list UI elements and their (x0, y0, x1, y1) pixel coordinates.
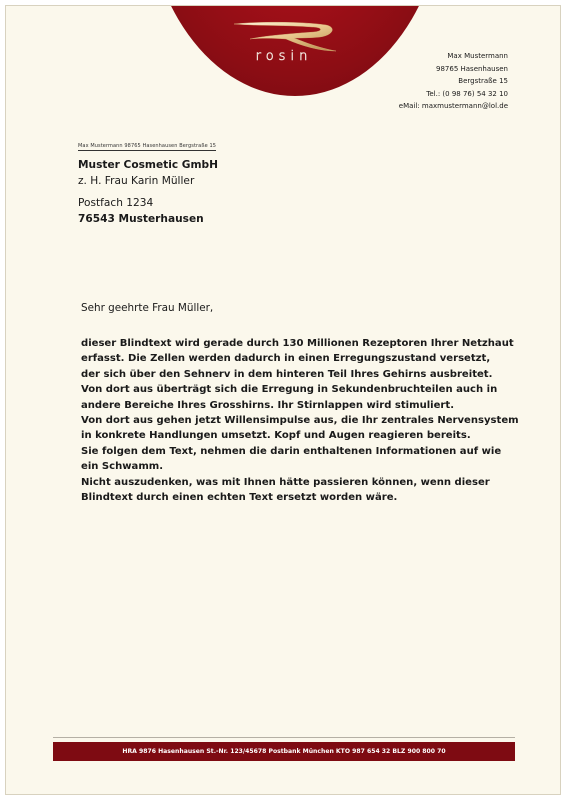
footer-divider (53, 737, 515, 738)
sender-phone: Tel.: (0 98 76) 54 32 10 (426, 89, 508, 98)
body-line: Von dort aus überträgt sich die Erregung in Sekundenbruchteilen auch in (81, 384, 498, 396)
salutation: Sehr geehrte Frau Müller, (81, 302, 214, 314)
body-line: in konkrete Handlungen umsetzt. Kopf und Augen reagieren bereits. (81, 430, 471, 442)
recipient-city: 76543 Musterhausen (78, 212, 204, 225)
recipient-company: Muster Cosmetic GmbH (78, 159, 218, 171)
body-line: Sie folgen dem Text, nehmen die darin enthaltenen Informationen auf wie (81, 445, 502, 457)
logo-wordmark: rosin (255, 49, 313, 64)
body-line: andere Bereiche Ihres Grosshirns. Ihr Stirnlappen wird stimuliert. (81, 399, 455, 411)
footer-bar: HRA 9876 Hasenhausen St.-Nr. 123/45678 Postbank München KTO 987 654 32 BLZ 900 800 70 (53, 742, 515, 761)
body-line: Nicht auszudenken, was mit Ihnen hätte passieren können, wenn dieser (81, 476, 490, 488)
body-line: ein Schwamm. (81, 461, 164, 473)
body-line: der sich über den Sehnerv in dem hinteren Teil Ihres Gehirns ausbreitet. (81, 368, 493, 380)
sender-block (399, 50, 508, 113)
recipient-pobox: Postfach 1234 (78, 197, 154, 209)
sender-name: Max Mustermann (447, 52, 508, 60)
body-line: erfasst. Die Zellen werden dadurch in einen Erregungszustand versetzt, (81, 353, 491, 365)
return-address-line: Max Mustermann 98765 Hasenhausen Bergstraße 15 (78, 143, 217, 149)
sender-email: eMail: maxmustermann@lol.de (398, 102, 508, 110)
recipient-attention: z. H. Frau Karin Müller (78, 174, 195, 187)
body-line: dieser Blindtext wird gerade durch 130 Millionen Rezeptoren Ihrer Netzhaut (81, 338, 514, 349)
letter-body (81, 336, 519, 505)
recipient-gap (78, 189, 218, 196)
body-line: Von dort aus gehen jetzt Willensimpulse aus, die Ihr zentrales Nervensystem (81, 415, 519, 427)
body-line: Blindtext durch einen echten Text ersetzt worden wäre. (81, 492, 398, 504)
sender-city: 98765 Hasenhausen (436, 64, 508, 73)
recipient-block (78, 158, 218, 227)
sender-street: Bergstraße 15 (458, 77, 508, 85)
letter-page (5, 5, 561, 795)
